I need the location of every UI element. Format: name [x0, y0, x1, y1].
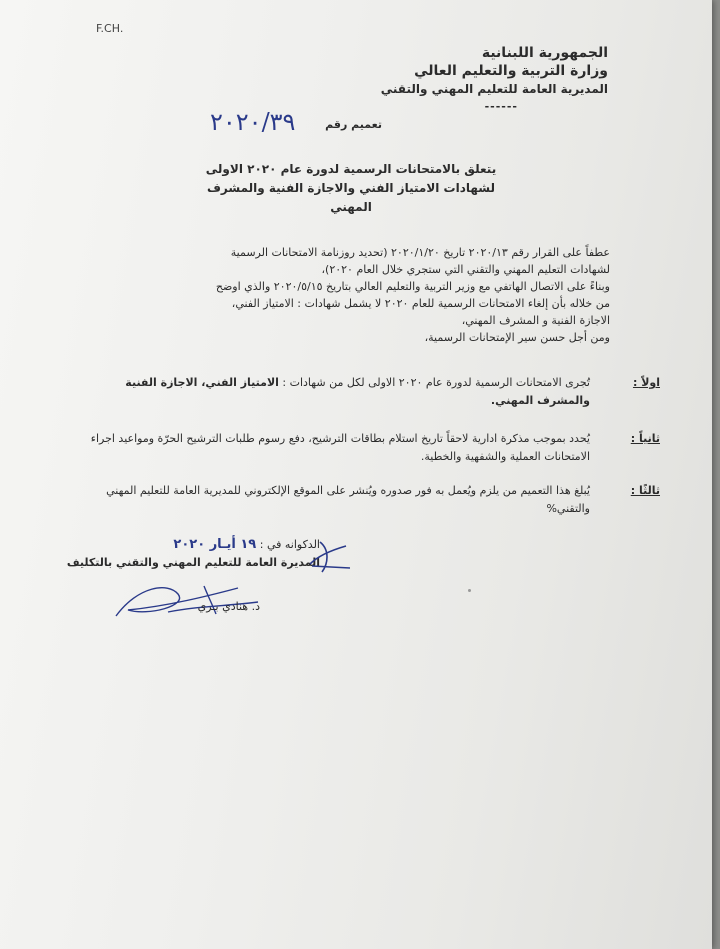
- subject-line-2: لشهادات الامتياز الفني والاجازة الفنية والمشرف المهني: [206, 181, 496, 214]
- article-third: [100, 482, 660, 522]
- paper-speck: [468, 589, 471, 592]
- blue-ink-mark-icon: [300, 536, 360, 576]
- header-rule: ------: [484, 100, 518, 113]
- intro-line: ومن أجل حسن سير الإمتحانات الرسمية،: [424, 331, 610, 344]
- subject: [186, 160, 516, 217]
- signatory-title: المديرة العامة للتعليم المهني والتقني بالتكليف: [66, 556, 320, 569]
- date-line: الدكوانه في : ١٩ أيـار ٢٠٢٠: [173, 537, 320, 552]
- article-text: تُجرى الامتحانات الرسمية لدورة عام ٢٠٢٠ الاولى لكل من شهادات : الامتياز الفني، الاجازة الفنية والمشرف المهني.: [125, 376, 590, 407]
- intro-line: لشهادات التعليم المهني والتقني التي ستجري خلال العام ٢٠٢٠)،: [321, 263, 610, 276]
- directorate-name: المديرية العامة للتعليم المهني والتقني: [380, 82, 608, 96]
- intro-line: عطفاً على القرار رقم ٢٠٢٠/١٣ تاريخ ٢٠٢٠/١/٢٠ (تحديد روزنامة الامتحانات الرسمية: [230, 246, 610, 259]
- republic-name: الجمهورية اللبنانية: [481, 45, 608, 61]
- article-first: [100, 374, 660, 414]
- intro-line: الاجازة الفنية و المشرف المهني،: [461, 314, 610, 327]
- article-text: يُبلغ هذا التعميم من يلزم ويُعمل به فور صدوره ويُنشر على الموقع الإلكتروني للمديرية العامة للتعليم المهني والتقني%: [106, 484, 590, 515]
- circular-number: ٢٠٢٠/٣٩: [210, 108, 296, 136]
- intro-line: من خلاله بأن إلغاء الامتحانات الرسمية للعام ٢٠٢٠ لا يشمل شهادات : الامتياز الفني،: [231, 297, 610, 310]
- signature-date: ١٩ أيـار ٢٠٢٠: [173, 537, 257, 552]
- signatory-name: د. هنادي بـري: [197, 600, 260, 613]
- subject-line-1: يتعلق بالامتحانات الرسمية لدورة عام ٢٠٢٠ الاولى: [205, 162, 497, 176]
- article-label: اولاً :: [632, 376, 660, 389]
- reference-code: F.CH.: [96, 22, 124, 35]
- signature-block: [60, 536, 320, 572]
- ministry-name: وزارة التربية والتعليم العالي: [414, 63, 608, 79]
- intro-paragraph: [100, 244, 610, 346]
- article-label: ثانياً :: [630, 432, 660, 445]
- article-label: ثالثًا :: [630, 484, 660, 497]
- letterhead: [308, 44, 608, 116]
- article-second: [90, 430, 660, 470]
- intro-line: وبناءً على الاتصال الهاتفي مع وزير التربية والتعليم العالي بتاريخ ٢٠٢٠/٥/١٥ والذي اوضح: [215, 280, 610, 293]
- article-text: يُحدد بموجب مذكرة ادارية لاحقاً تاريخ استلام بطاقات الترشيح، دفع رسوم طلبات الترشيح الحرّة ومواعيد اجراء الامتحانات العملية والشفهية والخطية.: [90, 432, 590, 463]
- circular-label: تعميم رقم: [325, 118, 382, 131]
